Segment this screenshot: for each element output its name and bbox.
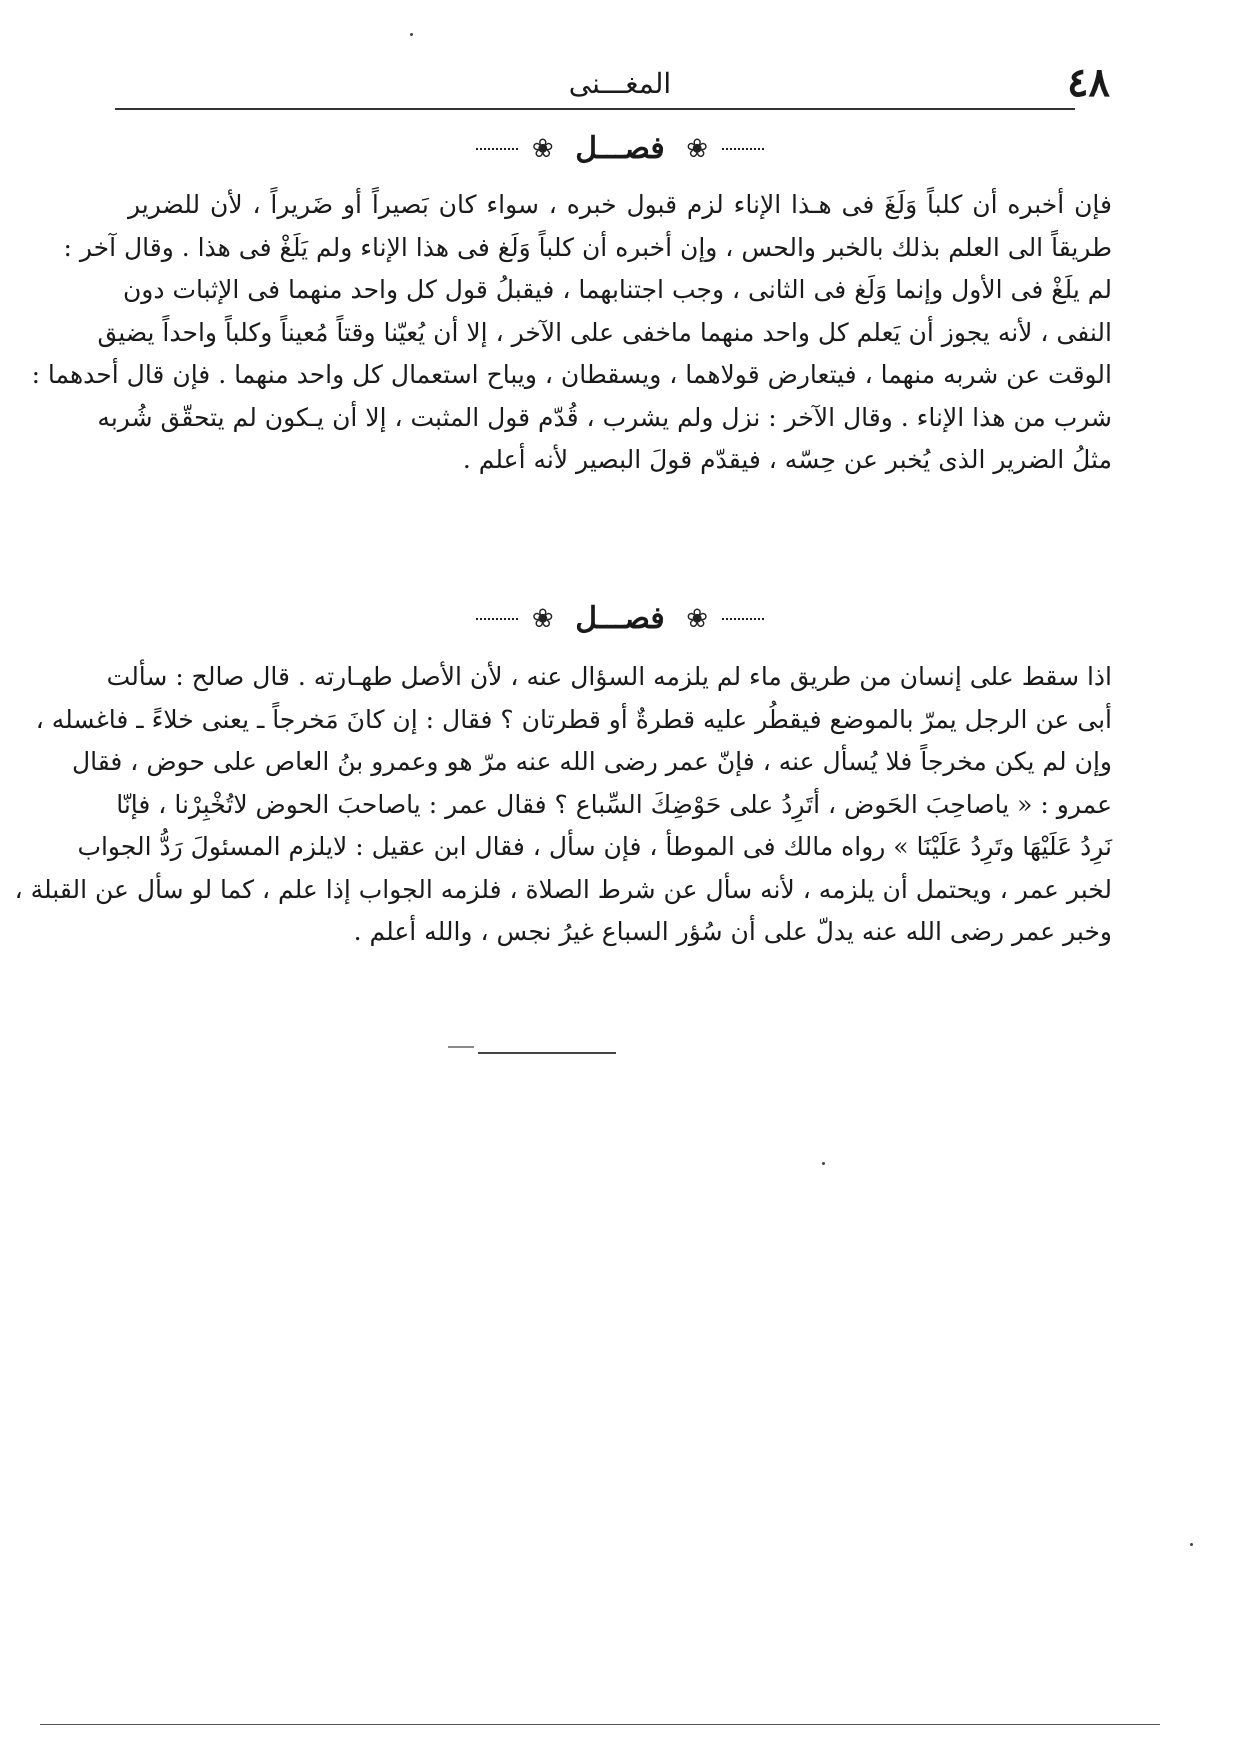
- floral-ornament-icon: ❀: [531, 134, 554, 164]
- text-line: لخبر عمر ، ويحتمل أن يلزمه ، لأنه سأل عن شرط الصلاة ، فلزمه الجواب إذا علم ، كما لو سأل عن القبلة ،: [14, 874, 1112, 904]
- section-heading-2: [130, 598, 1110, 638]
- floral-ornament-icon: ❀: [686, 604, 709, 634]
- end-of-chapter-rule: [478, 1052, 616, 1054]
- text-line: أبى عن الرجل يمرّ بالموضع فيقطُر عليه قطرةٌ أو قطرتان ؟ فقال : إن كانَ مَخرجاً ـ يعنى خلاءً ـ فاغسله ،: [35, 704, 1112, 734]
- floral-ornament-icon: ❀: [531, 604, 554, 634]
- section-heading-1: [130, 128, 1110, 168]
- ornament-line: [722, 148, 764, 150]
- text-line: شرب من هذا الإناء . وقال الآخر : نزل ولم يشرب ، قُدّم قول المثبت ، إلا أن يـكون لم يتحقّق شُربه: [97, 402, 1112, 432]
- scan-speck: [410, 33, 413, 36]
- text-line: وإن لم يكن مخرجاً فلا يُسأل عنه ، فإنّ عمر رضى الله عنه مرّ هو وعمرو بنُ العاص على حوض ، فقال: [71, 747, 1112, 776]
- section-2-paragraph: [14, 656, 1112, 954]
- text-line: مثلُ الضرير الذى يُخبر عن حِسّه ، فيقدّم قولَ البصير لأنه أعلم .: [462, 445, 1112, 474]
- text-line: اذا سقط على إنسان من طريق ماء لم يلزمه السؤال عنه ، لأن الأصل طهـارته . قال صالح : سألت: [106, 662, 1112, 691]
- text-line: نَرِدُ عَلَيْهَا وتَرِدُ عَلَيْنَا » رواه مالك فى الموطأ ، فإن سأل ، فقال ابن عقيل : لايلزم المسئولَ رَدُّ الجواب: [77, 832, 1112, 861]
- section-title: فصـــل: [575, 601, 665, 636]
- floral-ornament-icon: ❀: [686, 134, 709, 164]
- scan-speck: [1190, 1543, 1193, 1546]
- text-line: وخبر عمر رضى الله عنه يدلّ على أن سُؤر السباع غيرُ نجس ، والله أعلم .: [353, 917, 1112, 946]
- section-1-paragraph: [31, 184, 1112, 482]
- ornament-line: [476, 618, 518, 620]
- page-number: ٤٨: [1067, 59, 1110, 106]
- end-rule-dash: [448, 1046, 474, 1048]
- running-header: [130, 58, 1110, 108]
- section-title: فصـــل: [575, 131, 665, 166]
- book-title: المغـــنى: [568, 67, 672, 100]
- text-line: لم يلَغْ فى الأول وإنما وَلَغ فى الثانى ، وجب اجتنابهما ، فيقبلُ قول كل واحد منهما فى الإثبات دون: [122, 275, 1112, 304]
- text-line: فإن أخبره أن كلباً وَلَغَ فى هـذا الإناء لزم قبول خبره ، سواء كان بَصيراً أو ضَريراً ، لأن للضرير: [128, 190, 1112, 219]
- text-line: النفى ، لأنه يجوز أن يَعلم كل واحد منهما ماخفى على الآخر ، إلا أن يُعيّنا وقتاً مُعيناً وكلباً واحداً يضيق: [97, 317, 1112, 347]
- scan-speck: [822, 1162, 825, 1165]
- ornament-line: [722, 618, 764, 620]
- text-line: الوقت عن شربه منهما ، فيتعارض قولاهما ، ويسقطان ، ويباح استعمال كل واحد منهما . فإن قال أحدهما :: [31, 360, 1112, 389]
- header-rule: [115, 108, 1075, 110]
- text-line: طريقاً الى العلم بذلك بالخبر والحس ، وإن أخبره أن كلباً وَلَغ فى هذا الإناء ولم يَلَغْ فى هذا . وقال آخر :: [63, 232, 1112, 262]
- page-bottom-rule: [40, 1724, 1160, 1725]
- ornament-line: [476, 148, 518, 150]
- text-line: عمرو : « ياصاحِبَ الحَوض ، أتَرِدُ على حَوْضِكَ السِّباع ؟ فقال عمر : ياصاحبَ الحوض لاتُخْبِرْنا ، فإنّا: [116, 789, 1112, 819]
